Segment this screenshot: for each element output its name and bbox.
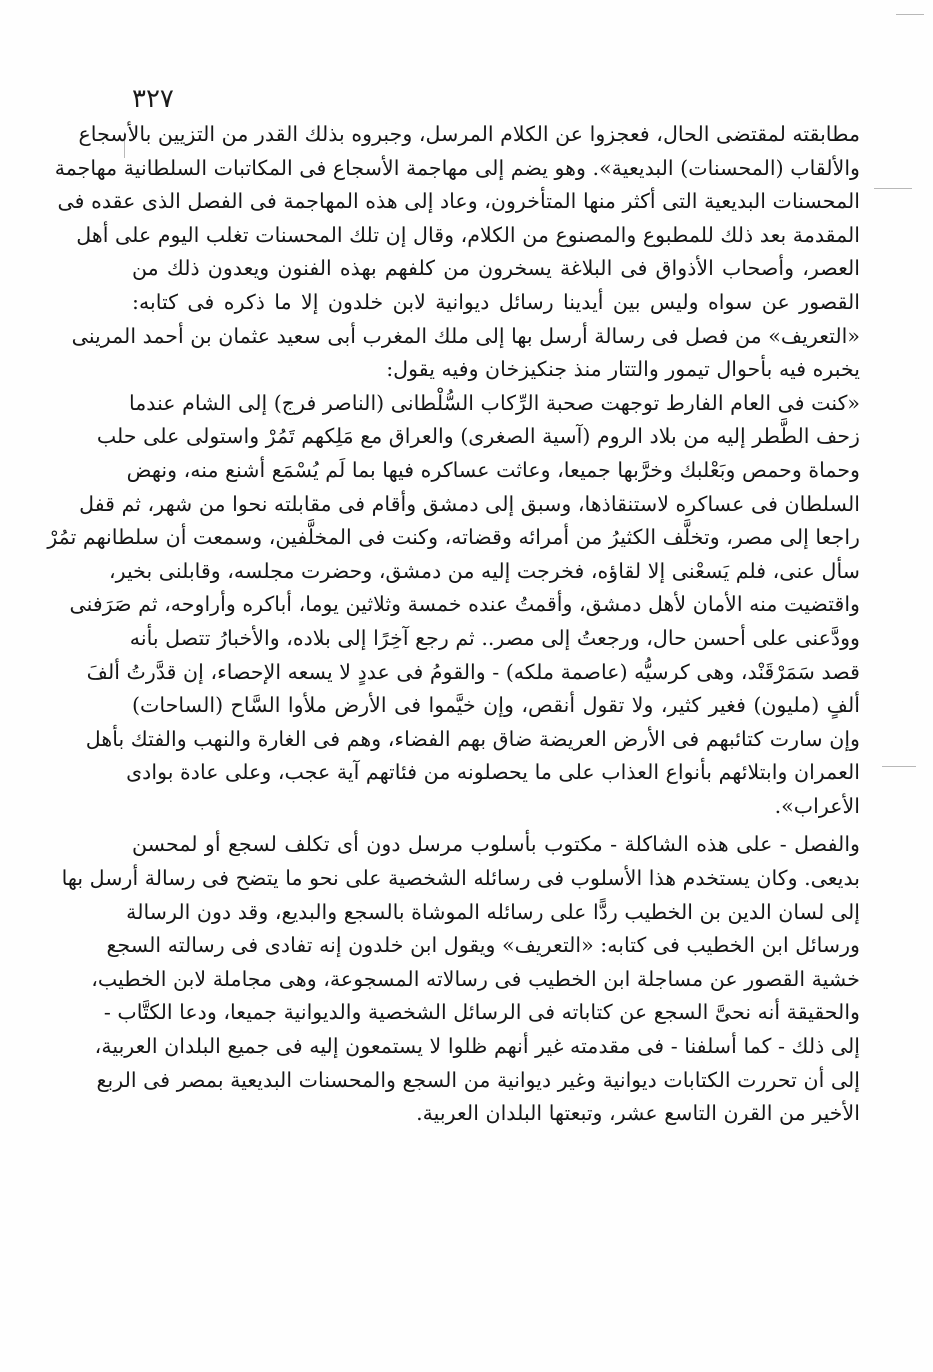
body-text — [47, 118, 860, 1131]
text-line: يخبره فيه بأحوال تيمور والتتار منذ جنكيزخان وفيه يقول: — [386, 357, 860, 382]
paragraph-quotation — [47, 387, 860, 824]
text-line: والحقيقة أنه نحىَّ السجع عن كتاباته فى الرسائل الشخصية والديوانية جميعا، ودعا الكتَّاب - — [103, 1000, 860, 1025]
text-line: «التعريف» من فصل فى رسالة أرسل بها إلى ملك المغرب أبى سعيد عثمان بن أحمد المرينى — [71, 323, 860, 348]
text-line: إلى أن تحررت الكتابات ديوانية وغير ديوانية من السجع والمحسنات البديعية بمصر فى الربع — [96, 1067, 860, 1092]
text-line: سأل عنى، فلم يَسعْنى إلا لقاؤه، فخرجت إليه من دمشق، وحضرت مجلسه، وقابلنى بخير، — [108, 558, 860, 583]
margin-mark — [874, 188, 912, 189]
text-line: زحف الطَّطر إليه من بلاد الروم (آسية الصغرى) والعراق مع مَلِكهم تَمُرْ واستولى على حلب — [96, 424, 860, 449]
paragraph — [61, 828, 860, 1130]
margin-mark — [882, 766, 916, 767]
text-line: المقدمة بعد ذلك للمطبوع والمصنوع من الكلام، وقال إن تلك المحسنات تغلب اليوم على أهل — [76, 222, 860, 247]
text-line: وودَّعنى على أحسن حال، ورجعتُ إلى مصر.. ثم رجع آخِرًا إلى بلاده، والأخبارُ تتصل بأنه — [129, 625, 860, 650]
text-line: وإن سارت كتائبهم فى الأرض العريضة ضاق بهم الفضاء، وهم فى الغارة والنهب والفتك بأهل — [85, 726, 860, 751]
text-line: العصر، وأصحاب الأذواق فى البلاغة يسخرون من كلفهم بهذه الفنون ويعدون ذلك من — [132, 256, 860, 281]
text-line: والفصل - على هذه الشاكلة - مكتوب بأسلوب مرسل دون أى تكلف لسجع أو لمحسن — [132, 832, 860, 857]
text-line: ألفٍ (مليون) فغير كثير، ولا تقول أنقص، وإن خيَّموا فى الأرض ملأوا السَّاح (الساحات) — [132, 693, 860, 718]
text-line: قصد سَمَرْقَنْد، وهى كرسيُّه (عاصمة ملكه) - والقومُ فى عددٍ لا يسعه الإحصاء، إن قدَّرتُ ألفَ — [86, 659, 860, 684]
text-line: مطابقته لمقتضى الحال، فعجزوا عن الكلام المرسل، وجبروه بذلك القدر من التزيين بالأسجاع — [78, 122, 860, 146]
text-line: ورسائل ابن الخطيب فى كتابه: «التعريف» ويقول ابن خلدون إنه تفادى فى رسالته السجع — [106, 933, 860, 958]
text-line: العمران وابتلائهم بأنواع العذاب على ما يحصلونه من فئاتهم آية عجب، وعلى عادة بوادى — [126, 760, 860, 785]
margin-mark — [896, 14, 924, 15]
paragraph — [54, 118, 860, 387]
text-line: إلى ذلك - كما أسلفنا - فى مقدمته غير أنهم ظلوا لا يستمعون إليه فى جميع البلدان العربية، — [94, 1034, 860, 1059]
text-line: السلطان فى عساكره لاستنقاذها، وسبق إلى دمشق وأقام فى مقابلته نحوا من شهر، ثم قفل — [79, 491, 860, 516]
text-line: المحسنات البديعية التى أكثر منها المتأخرون، وعاد إلى هذه المهاجمة فى الفصل الذى عقده فى — [57, 189, 860, 214]
text-line: الأخير من القرن التاسع عشر، وتبعتها البلدان العربية. — [416, 1101, 860, 1126]
text-line: إلى لسان الدين بن الخطيب ردًّا على رسائله الموشاة بالسجع والبديع، وقد دون الرسالة — [126, 899, 860, 924]
text-line: واقتضيت منه الأمان لأهل دمشق، وأقمتُ عنده خمسة وثلاثين يوما، أباكره وأراوحه، ثم صَرَفنى — [69, 592, 860, 617]
text-line: بديعى. وكان يستخدم هذا الأسلوب فى رسائله الشخصية على نحو ما يتضح فى رسالة أرسل بها — [61, 866, 860, 891]
page-number: ٣٢٧ — [132, 84, 174, 114]
text-line: والألقاب (المحسنات) البديعية». وهو يضم إلى مهاجمة الأسجاع فى المكاتبات السلطانية مهاجمة — [54, 155, 860, 180]
text-line: الأعراب». — [774, 793, 860, 818]
text-line: راجعا إلى مصر، وتخلَّف الكثيرُ من أمرائه وقضاته، وكنت فى المخلَّفين، وسمعت أن سلطانهم تمُرْ — [47, 525, 860, 550]
text-line: «كنت فى العام الفارط توجهت صحبة الرِّكاب السُّلْطانى (الناصر فرج) إلى الشام عندما — [128, 390, 860, 415]
text-line: وحماة وحمص وبَعْلبك وخرَّبها جميعا، وعاثت عساكره فيها بما لَم يُسْمَع أشنع منه، ونهض — [126, 457, 860, 482]
text-line: القصور عن سواه وليس بين أيدينا رسائل ديوانية لابن خلدون إلا ما ذكره فى كتابه: — [132, 289, 860, 314]
text-line: خشية القصور عن مساجلة ابن الخطيب فى رسالاته المسجوعة، وهى مجاملة لابن الخطيب، — [91, 966, 860, 991]
